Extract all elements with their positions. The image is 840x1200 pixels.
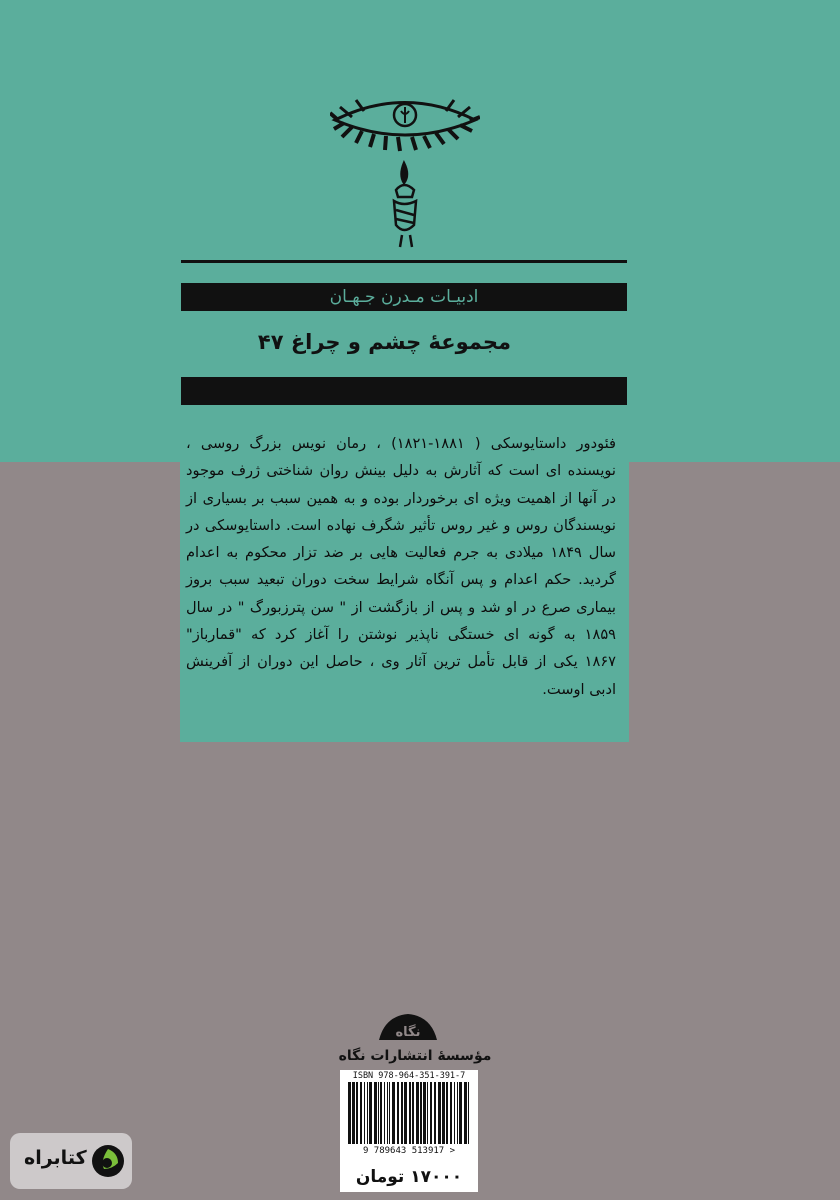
ketabrah-watermark <box>10 1133 132 1189</box>
barcode-bar <box>427 1082 428 1144</box>
barcode-bar <box>356 1082 358 1144</box>
barcode-bar <box>457 1082 458 1144</box>
barcode-bar <box>423 1082 426 1144</box>
publisher-name: مؤسسهٔ انتشارات نگاه <box>338 1048 492 1064</box>
divider-rule <box>181 260 627 263</box>
description-line: ادبی اوست. <box>542 680 616 698</box>
barcode-bar <box>430 1082 432 1144</box>
barcode-bar <box>464 1082 467 1144</box>
description-line: در آنها از اهمیت ویژه ای برخوردار بوده و به همین سبب بر بسیاری از <box>186 489 616 507</box>
ketabrah-logo-icon <box>90 1143 126 1179</box>
barcode-bars <box>346 1082 472 1144</box>
barcode-bar <box>364 1082 365 1144</box>
barcode <box>340 1070 478 1162</box>
barcode-bar <box>420 1082 422 1144</box>
publisher-logo-icon <box>375 1010 441 1048</box>
barcode-bar <box>397 1082 399 1144</box>
barcode-bar <box>409 1082 411 1144</box>
barcode-bar <box>378 1082 379 1144</box>
barcode-digits: 9 789643 513917 > <box>362 1146 456 1156</box>
publisher-logo-text: نگاه <box>395 1025 421 1040</box>
barcode-bar <box>438 1082 441 1144</box>
barcode-bar <box>367 1082 368 1144</box>
barcode-bar <box>412 1082 414 1144</box>
description-line: بیماری صرع در او شد و پس از بازگشت از " سن پترزبورگ " در سال <box>186 598 616 616</box>
description-line: سال ۱۸۴۹ میلادی به جرم فعالیت هایی بر ضد تزار محکوم به اعدام <box>186 544 616 562</box>
barcode-bar <box>450 1082 452 1144</box>
barcode-bar <box>401 1082 403 1144</box>
barcode-bar <box>384 1082 385 1144</box>
eye-lamp-emblem-icon <box>330 95 480 255</box>
barcode-bar <box>454 1082 455 1144</box>
barcode-bar <box>352 1082 355 1144</box>
barcode-bar <box>404 1082 407 1144</box>
barcode-bar <box>348 1082 351 1144</box>
barcode-bar <box>442 1082 445 1144</box>
isbn-label: ISBN 978-964-351-391-7 <box>352 1071 466 1081</box>
barcode-bar <box>389 1082 390 1144</box>
description-line: ۱۸۶۷ یکی از قابل تأمل ترین آثار وی ، حاصل این دوران از آفرینش <box>186 653 616 671</box>
description-line: نویسندگان روس و غیر روس تأثیر شگرف نهاده است. داستایوسکی در <box>186 516 616 534</box>
barcode-bar <box>416 1082 419 1144</box>
watermark-text: کتابراه <box>24 1147 87 1169</box>
description-line: ۱۸۵۹ به گونه ای خستگی ناپذیر نوشتن را آغاز کرد که "قمارباز" <box>186 626 616 644</box>
description-line: فئودور داستایوسکی ( ۱۸۸۱-۱۸۲۱) ، رمان نویس بزرگ روسی ، <box>186 435 616 452</box>
description-line: گردید. حکم اعدام و پس آنگاه شرایط سخت دوران تبعید سبب بروز <box>186 571 616 589</box>
barcode-bar <box>369 1082 372 1144</box>
barcode-bar <box>459 1082 462 1144</box>
price-label: ۱۷۰۰۰ تومان <box>340 1162 478 1192</box>
barcode-bar <box>387 1082 388 1144</box>
description-line: نویسنده ای است که آثارش به دلیل بینش روان شناختی ژرف موجود <box>186 462 616 480</box>
barcode-bar <box>392 1082 395 1144</box>
barcode-bar <box>468 1082 469 1144</box>
barcode-bar <box>434 1082 436 1144</box>
series-title-bar: ادبیـات مـدرن جـهـان <box>181 283 627 311</box>
barcode-bar <box>380 1082 382 1144</box>
collection-title: مجموعهٔ چشم و چراغ ۴۷ <box>257 330 511 354</box>
black-band <box>181 377 627 405</box>
description-text <box>186 430 616 703</box>
barcode-bar <box>360 1082 362 1144</box>
barcode-bar <box>446 1082 448 1144</box>
barcode-bar <box>374 1082 377 1144</box>
